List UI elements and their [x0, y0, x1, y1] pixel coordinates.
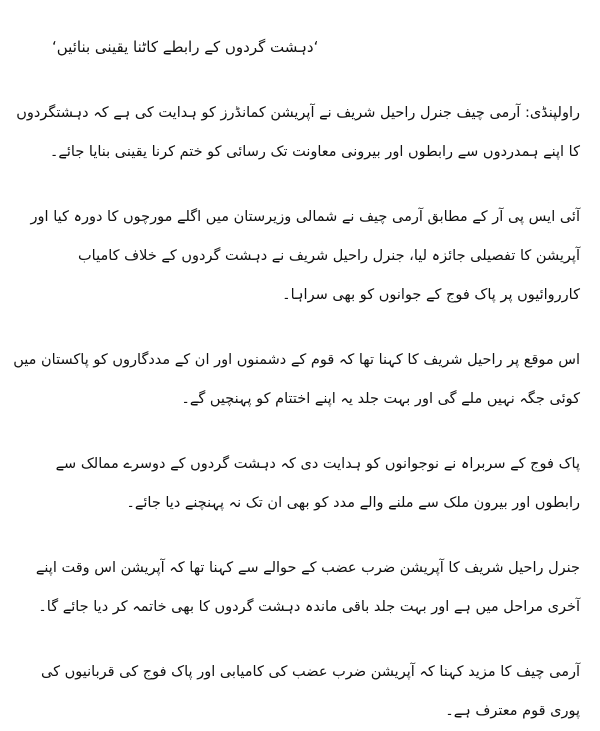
paragraph-6: آرمی چیف کا مزید کہنا کہ آپریشن ضرب عضب کی کامیابی اور پاک فوج کی قربانیوں کی پوری قوم معترف ہے۔: [41, 664, 580, 719]
paragraph-1: راولپنڈی: آرمی چیف جنرل راحیل شریف نے آپریشن کمانڈرز کو ہدایت کی ہے کہ دہشتگردوں کا اپنے ہمدردوں سے رابطوں اور بیرونی معاونت تک رسائی کو ختم کرنا یقینی بنایا جائے۔: [16, 105, 580, 160]
paragraph-3: اس موقع پر راحیل شریف کا کہنا تھا کہ قوم کے دشمنوں اور ان کے مددگاروں کو پاکستان میں کوئی جگہ نہیں ملے گی اور بہت جلد یہ اپنے اختتام کو پہنچیں گے۔: [13, 352, 580, 407]
headline: ‘دہشت گردوں کے رابطے کاٹنا یقینی بنائیں‘: [52, 38, 319, 56]
paragraph-4: پاک فوج کے سربراہ نے نوجوانوں کو ہدایت دی کہ دہشت گردوں کے دوسرے ممالک سے رابطوں اور بیرون ملک سے ملنے والے مدد کو بھی ان تک نہ پہنچنے دیا جائے۔: [55, 456, 580, 511]
paragraph-5: جنرل راحیل شریف کا آپریشن ضرب عضب کے حوالے سے کہنا تھا کہ آپریشن اس وقت اپنے آخری مراحل میں ہے اور بہت جلد باقی ماندہ دہشت گردوں کا بھی خاتمہ کر دیا جائے گا۔: [35, 560, 580, 615]
paragraph-2: آئی ایس پی آر کے مطابق آرمی چیف نے شمالی وزیرستان میں اگلے مورچوں کا دورہ کیا اور آپریشن کا تفصیلی جائزہ لیا، جنرل راحیل شریف نے دہشت گردوں کے خلاف کامیاب کارروائیوں پر پاک فوج کے جوانوں کو بھی سراہا۔: [30, 209, 580, 303]
